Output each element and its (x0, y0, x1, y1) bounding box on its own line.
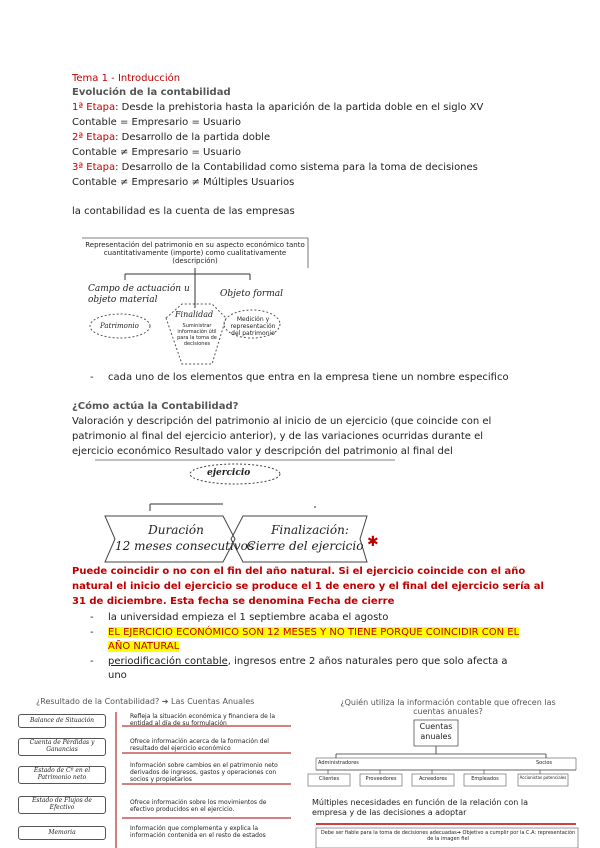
row-balance-desc: Refleja la situación económica y financiera de la entidad al día de su formulación (130, 713, 276, 727)
bullet-periodificacion-cont: uno (108, 670, 127, 681)
objeto-formal-label: Objeto formal (220, 289, 283, 299)
asterisk-icon: ✱ (367, 534, 379, 550)
row-memoria: Memoria (18, 826, 106, 840)
section-2-line-3: ejercicio económico Resultado valor y descripción del patrimonio al final del (72, 446, 453, 457)
finalizacion-value: Cierre del ejercicio (246, 539, 364, 553)
ejercicio-diagram (95, 456, 395, 566)
row-flujos: Estado de Flujos de Efectivo (18, 796, 106, 814)
accounting-concept-diagram (80, 236, 310, 376)
diagram-top-label: Representación del patrimonio en su aspecto económico tanto cuantitativamente (importe) como cualitativamente (descripción) (85, 241, 305, 265)
campo-label: Campo de actuación u objeto material (88, 284, 190, 305)
duracion-label: Duración (148, 523, 204, 537)
definition-text: la contabilidad es la cuenta de las empresas (72, 206, 295, 217)
usuarios-title-2: cuentas anuales? (413, 707, 483, 716)
row-perdidas-desc: Ofrece información acerca de la formación del resultado del ejercicio económico (130, 738, 269, 752)
socios-label: Socios (536, 760, 553, 766)
usuarios-panel (306, 696, 590, 848)
finalizacion-label: Finalización: (271, 523, 349, 537)
fecha-cierre-line-3: 31 de diciembre. Esta fecha se denomina Fecha de cierre (72, 596, 395, 607)
bullet-periodificacion: periodificación contable, ingresos entre 2 años naturales pero que solo afecta a (108, 656, 508, 667)
stage-2: 2ª Etapa: Desarrollo de la partida doble (72, 132, 271, 143)
cuentas-anuales-title: ¿Resultado de la Contabilidad? ➔ Las Cuentas Anuales (36, 697, 255, 706)
cuentas-anuales-node-2: anuales (420, 732, 452, 741)
row-balance: Balance de Situación (18, 714, 106, 728)
user-proveedores: Proveedores (365, 776, 397, 782)
stage-1-relation: Contable = Empresario = Usuario (72, 117, 242, 128)
row-patrimonio-desc: Información sobre cambios en el patrimonio neto derivados de ingresos, gastos y operaciones con socios y propietarios (130, 762, 278, 783)
usuarios-title-1: ¿Quién utiliza la información contable que ofrecen las (340, 698, 556, 707)
row-perdidas: Cuenta de Pérdidas y Ganancias (18, 738, 106, 756)
topic-title: Tema 1 - Introducción (72, 73, 181, 84)
medicion-label: Medición y representación del patrimonio (230, 316, 276, 337)
fecha-cierre-line-2: natural el inicio del ejercicio se produce el 1 de enero y el final del ejercicio sería al (72, 581, 544, 592)
stage-3: 3ª Etapa: Desarrollo de la Contabilidad como sistema para la toma de decisiones (72, 162, 478, 173)
section-2-line-2: patrimonio al final del ejercicio anterior), y de las variaciones ocurridas durante el (72, 431, 484, 442)
section-subtitle: Evolución de la contabilidad (72, 87, 231, 98)
cuentas-anuales-panel (16, 696, 296, 848)
bullet-universidad: la universidad empieza el 1 septiembre acaba el agosto (108, 612, 389, 623)
fecha-cierre-line-1: Puede coincidir o no con el fin del año natural. Si el ejercicio coincide con el año (72, 566, 526, 577)
section-2-line-1: Valoración y descripción del patrimonio al inicio de un ejercicio (que coincide con el (72, 416, 492, 427)
row-flujos-desc: Ofrece información sobre los movimientos de efectivo producidos en el ejercicio. (130, 799, 267, 813)
duracion-value: 12 meses consecutivos (115, 539, 255, 553)
section-2-title: ¿Cómo actúa la Contabilidad? (72, 401, 239, 412)
stage-3-relation: Contable ≠ Empresario ≠ Múltiples Usuarios (72, 177, 295, 188)
fiabilidad-footer: Debe ser fiable para la toma de decisiones adecuadas➔ Objetivo a cumplir por la C.A: representación de la imagen fiel (320, 830, 576, 842)
user-acreedores: Acreedores (418, 776, 448, 782)
ejercicio-label: ejercicio (207, 468, 251, 478)
bullet-ejercicio-12-meses-cont: AÑO NATURAL (108, 641, 180, 652)
row-patrimonio: Estado de Cº en el Patrimonio neto (18, 766, 106, 784)
stage-1: 1ª Etapa: Desde la prehistoria hasta la aparición de la partida doble en el siglo XV (72, 102, 484, 113)
bullet-ejercicio-12-meses: EL EJERCICIO ECONÓMICO SON 12 MESES Y NO TIENE PORQUE COINCIDIR CON EL (108, 627, 520, 638)
row-memoria-desc: Información que complementa y explica la información contenida en el resto de estados (130, 825, 266, 839)
needs-line-1: Múltiples necesidades en función de la relación con la (312, 798, 529, 807)
user-clientes: Clientes (318, 776, 340, 782)
patrimonio-label: Patrimonio (100, 322, 139, 330)
admin-label: Administradores (318, 760, 359, 766)
user-empleados: Empleados (471, 776, 499, 782)
suministrar-label: Suministrar información útil para la toma de decisiones (177, 323, 217, 347)
cuentas-anuales-node-1: Cuentas (419, 722, 453, 731)
finalidad-label: Finalidad (175, 310, 214, 319)
stage-2-relation: Contable ≠ Empresario = Usuario (72, 147, 242, 158)
bullet-elements: cada uno de los elementos que entra en la empresa tiene un nombre especifico (108, 372, 509, 383)
user-accionistas: Accionistas potenciales (519, 775, 567, 780)
needs-line-2: empresa y de las decisiones a adoptar (312, 808, 467, 817)
